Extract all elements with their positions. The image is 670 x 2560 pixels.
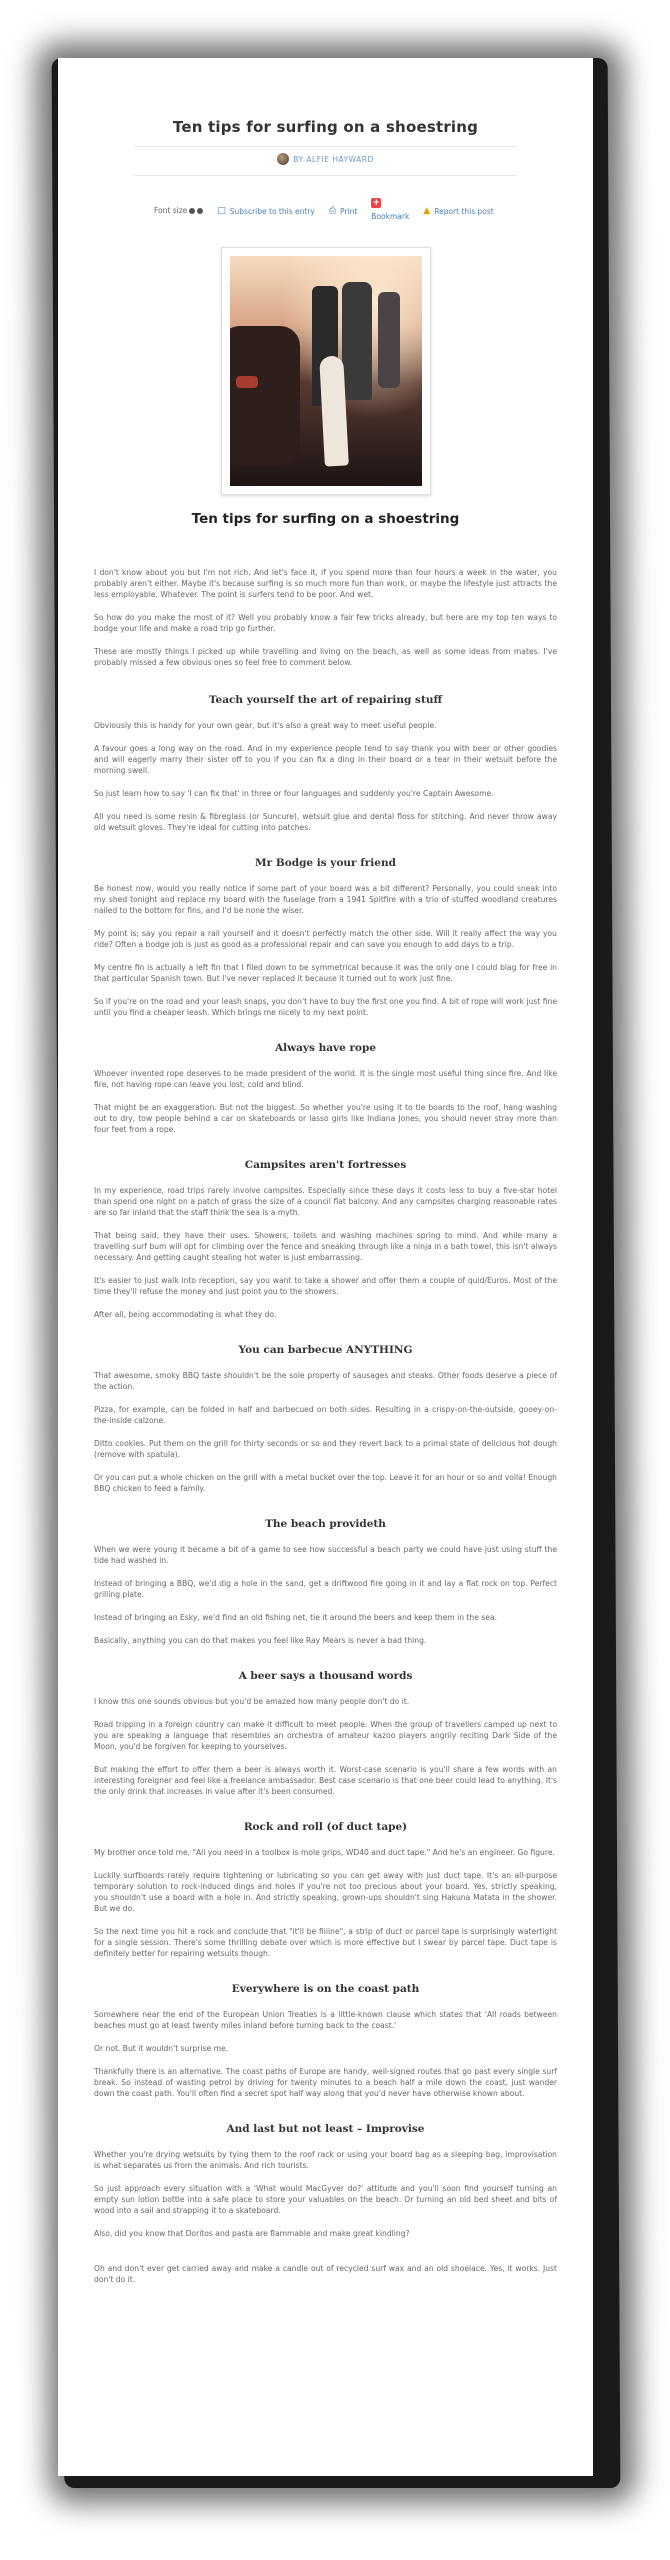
section-paragraph: Luckily surfboards rarely require tightening or lubricating so you can get away with just duct tape. It's an all-purpose temporary solution to rock-induced dings and holes if you're not too precious about your board. Yes, strictly speaking, you shouldn't use a board with a hole in. And strictly speaking, grown-ups shouldn't sing Hakuna Matata in the shower. But we do. bbox=[94, 1871, 557, 1913]
section-heading: Mr Bodge is your friend bbox=[255, 857, 396, 869]
print-label: Print bbox=[340, 206, 358, 216]
subscribe-link[interactable] bbox=[217, 206, 315, 216]
section-paragraph: A favour goes a long way on the road. And in my experience people tend to say thank you with beer or other goodies and will eagerly marry their sister off to you if you can fix a ding in their board or a tear in their wetsuit before the morning swell. bbox=[94, 744, 557, 775]
article-page bbox=[58, 58, 593, 2476]
report-link[interactable] bbox=[423, 206, 493, 216]
section-paragraph: Thankfully there is an alternative. The coast paths of Europe are handy, well-signed routes that go past every single surf break. So instead of wasting petrol by driving for twenty minutes to a beach half a mile down the coast, just wander down the coast path. You'll often find a secret spot half way along that you'd never have otherwise known about. bbox=[94, 2067, 557, 2098]
print-link[interactable] bbox=[329, 206, 357, 216]
section-heading: Always have rope bbox=[274, 1042, 377, 1054]
section-heading: You can barbecue ANYTHING bbox=[238, 1344, 413, 1356]
section-paragraph: That being said, they have their uses. Showers, toilets and washing machines spring to mind. And while many a travelling surf bum will opt for climbing over the fence and sneaking through like a ninja in a bath towel, this isn't always necessary. And getting caught stealing hot water is just embarrassing. bbox=[94, 1231, 557, 1262]
article-title: Ten tips for surfing on a shoestring bbox=[172, 118, 479, 136]
photo-car-light bbox=[236, 376, 258, 388]
section-paragraph: My centre fin is actually a left fin that I filed down to be symmetrical because it was the only one I could blag for free in that particular Spanish town. But I've never replaced it because it turned out to work just fine. bbox=[94, 963, 557, 983]
photo-car-shape bbox=[230, 326, 300, 466]
section-heading: The beach provideth bbox=[265, 1518, 386, 1530]
image-title: Ten tips for surfing on a shoestring bbox=[191, 511, 460, 527]
section-paragraph: Whether you're drying wetsuits by tying them to the roof rack or using your board bag as a sleeping bag, improvisation is what separates us from the animals. And rich tourists. bbox=[94, 2150, 557, 2170]
bookmark-link[interactable] bbox=[371, 198, 409, 221]
section-paragraph: Or not. But it wouldn't surprise me. bbox=[94, 2044, 229, 2053]
warning-icon: ▲ bbox=[423, 206, 431, 216]
section-paragraph: Basically, anything you can do that makes you feel like Ray Mears is never a bad thing. bbox=[94, 1636, 427, 1645]
section-heading: Campsites aren't fortresses bbox=[244, 1159, 407, 1171]
byline bbox=[94, 153, 557, 165]
section-paragraph: Also, did you know that Doritos and pasta are flammable and make great kindling? bbox=[94, 2229, 410, 2238]
intro-paragraph: So how do you make the most of it? Well you probably know a fair few tricks already, but here are my top ten ways to bodge your life and make a road trip go further. bbox=[94, 613, 557, 633]
article-photo-frame bbox=[221, 247, 431, 495]
section-heading: Rock and roll (of duct tape) bbox=[243, 1821, 408, 1833]
section-paragraph: That awesome, smoky BBQ taste shouldn't be the sole property of sausages and steaks. Other foods deserve a piece of the action. bbox=[94, 1371, 557, 1391]
section-paragraph: So just learn how to say 'I can fix that' in three or four languages and suddenly you're Captain Awesome. bbox=[94, 789, 494, 798]
section-paragraph: My point is; say you repair a rail yourself and it doesn't perfectly match the other side. Will it really affect the way you ride? Often a bodge job is just as good as a professional repair and can save you enough to add days to a trip. bbox=[94, 929, 557, 949]
bookmark-label: Bookmark bbox=[371, 212, 410, 221]
section-paragraph: Instead of bringing a BBQ, we'd dig a hole in the sand, get a driftwood fire going in it and lay a flat rock on top. Perfect grilling plate. bbox=[94, 1579, 557, 1599]
author-link[interactable]: BY ALFIE HAYWARD bbox=[293, 154, 374, 164]
section-paragraph: Pizza, for example, can be folded in half and barbecued on both sides. Resulting in a crispy-on-the-outside, gooey-on-the-inside calzone. bbox=[94, 1405, 557, 1425]
subscribe-label: Subscribe to this entry bbox=[229, 206, 315, 216]
section-paragraph: When we were young it became a bit of a game to see how successful a beach party we could have just using stuff the tide had washed in. bbox=[94, 1545, 557, 1565]
section-paragraph: My brother once told me, "All you need in a toolbox is mole grips, WD40 and duct tape." And he's an engineer. Go figure. bbox=[94, 1848, 555, 1857]
section-paragraph: Whoever invented rope deserves to be made president of the world. It is the single most useful thing since fire. And like fire, not having rope can leave you lost, cold and blind. bbox=[94, 1069, 557, 1089]
section-paragraph: All you need is some resin & fibreglass (or Suncure), wetsuit glue and dental floss for stitching. And never throw away old wetsuit gloves. They're ideal for cutting into patches. bbox=[94, 812, 557, 832]
section-paragraph: So just approach every situation with a 'What would MacGyver do?' attitude and you'll soon find yourself turning an empty sun lotion bottle into a safe place to store your valuables on the beach. Or turning an old bed sheet and bits of wood into a sail and strapping it to a skateboard. bbox=[94, 2184, 557, 2215]
section-heading: Everywhere is on the coast path bbox=[231, 1983, 420, 1995]
section-paragraph: So if you're on the road and your leash snaps, you don't have to buy the first one you find. A bit of rope will work just fine until you find a cheaper leash. Which brings me nicely to my next point. bbox=[94, 997, 557, 1017]
font-size-control bbox=[154, 206, 203, 215]
article-photo bbox=[230, 256, 422, 486]
section-paragraph: Somewhere near the end of the European Union Treaties is a little-known clause which states that 'All roads between beaches must go at least twenty miles inland before turning back to the coast.' bbox=[94, 2010, 557, 2030]
section-paragraph: It's easier to just walk into reception, say you want to take a shower and offer them a couple of quid/Euros. Most of the time they'll refuse the money and just point you to the showers. bbox=[94, 1276, 557, 1296]
bookmark-plus-icon: + bbox=[372, 198, 381, 208]
font-increase-icon[interactable] bbox=[197, 208, 203, 214]
section-paragraph: Instead of bringing an Esky, we'd find an old fishing net, tie it around the beers and keep them in the sea. bbox=[94, 1613, 498, 1622]
section-paragraph: Road tripping in a foreign country can make it difficult to meet people. When the group of travellers camped up next to you are speaking a language that resembles an orchestra of amateur kazoo players angrily reciting Dark Side of the Moon, you'd be forgiven for keeping to yourselves. bbox=[94, 1720, 557, 1751]
section-paragraph: After all, being accommodating is what they do. bbox=[94, 1310, 277, 1319]
article-body bbox=[94, 567, 557, 2285]
photo-surfboard bbox=[319, 355, 349, 466]
intro-paragraph: I don't know about you but I'm not rich. And let's face it, if you spend more than four hours a week in the water, you probably aren't either. Maybe it's because surfing is so much more fun than work, or maybe the lifestyle just attracts the less employable. Whatever. The point is surfers tend to be poor. And wet. bbox=[94, 568, 557, 599]
section-paragraph: Ditto cookies. Put them on the grill for thirty seconds or so and they revert back to a primal state of delicious hot dough (remove with spatula). bbox=[94, 1439, 557, 1459]
rss-icon: □ bbox=[217, 206, 226, 216]
byline-divider bbox=[134, 175, 517, 176]
section-heading: Teach yourself the art of repairing stuff bbox=[208, 694, 443, 706]
font-size-label: Font size bbox=[154, 206, 188, 215]
photo-wetsuit bbox=[342, 282, 372, 400]
outro-paragraph: Oh and don't ever get carried away and make a candle out of recycled surf wax and an old shoelace. Yes, it works. Just don't do it. bbox=[94, 2264, 557, 2284]
section-paragraph: I know this one sounds obvious but you'd be amazed how many people don't do it. bbox=[94, 1697, 410, 1706]
photo-wetsuit bbox=[378, 292, 400, 388]
section-paragraph: Or you can put a whole chicken on the grill with a metal bucket over the top. Leave it for an hour or so and voila! Enough BBQ chicken to feed a family. bbox=[94, 1473, 557, 1493]
section-paragraph: Obviously this is handy for your own gear, but it's also a great way to meet useful people. bbox=[94, 721, 437, 730]
author-avatar bbox=[277, 153, 289, 165]
section-paragraph: So the next time you hit a rock and conclude that "it'll be fiiiine", a strip of duct or parcel tape is surprisingly watertight for a single session. There's some thrilling debate over which is more effective but I swear by parcel tape. Duct tape is definitely better for repairing wetsuits though. bbox=[94, 1927, 557, 1958]
font-decrease-icon[interactable] bbox=[189, 208, 195, 214]
section-paragraph: Be honest now, would you really notice if some part of your board was a bit different? Personally, you could sneak into my shed tonight and replace my board with the fuselage from a 1941 Spitfire with a trio of stuffed woodland creatures nailed to the bottom for fins, and I'd be none the wiser. bbox=[94, 884, 557, 915]
printer-icon: ⎙ bbox=[328, 206, 337, 216]
section-paragraph: But making the effort to offer them a beer is always worth it. Worst-case scenario is you'll share a few words with an interesting foreigner and feel like a freelance ambassador. Best case scenario is that one beer could lead to anything. It's the only drink that increases in value after it's been consumed. bbox=[94, 1765, 557, 1796]
section-heading: A beer says a thousand words bbox=[238, 1670, 413, 1682]
intro-paragraph: These are mostly things I picked up while travelling and living on the beach, as well as some ideas from mates. I've probably missed a few obvious ones so feel free to comment below. bbox=[94, 647, 557, 667]
report-label: Report this post bbox=[434, 206, 494, 216]
section-paragraph: That might be an exaggeration. But not the biggest. So whether you're using it to tie boards to the roof, hang washing out to dry, tow people behind a car on skateboards or lasso girls like Indiana Jones, you should never stray more than four feet from a rope. bbox=[94, 1103, 557, 1134]
title-divider bbox=[134, 146, 517, 147]
section-heading: And last but not least – Improvise bbox=[226, 2123, 425, 2135]
section-paragraph: In my experience, road trips rarely involve campsites. Especially since these days it costs less to buy a five-star hotel than spend one night on a patch of grass the size of a council flat balcony. And any campsites charging reasonable rates are so far inland that the staff think the sea is a myth. bbox=[94, 1186, 557, 1217]
article-toolbar bbox=[94, 198, 557, 221]
